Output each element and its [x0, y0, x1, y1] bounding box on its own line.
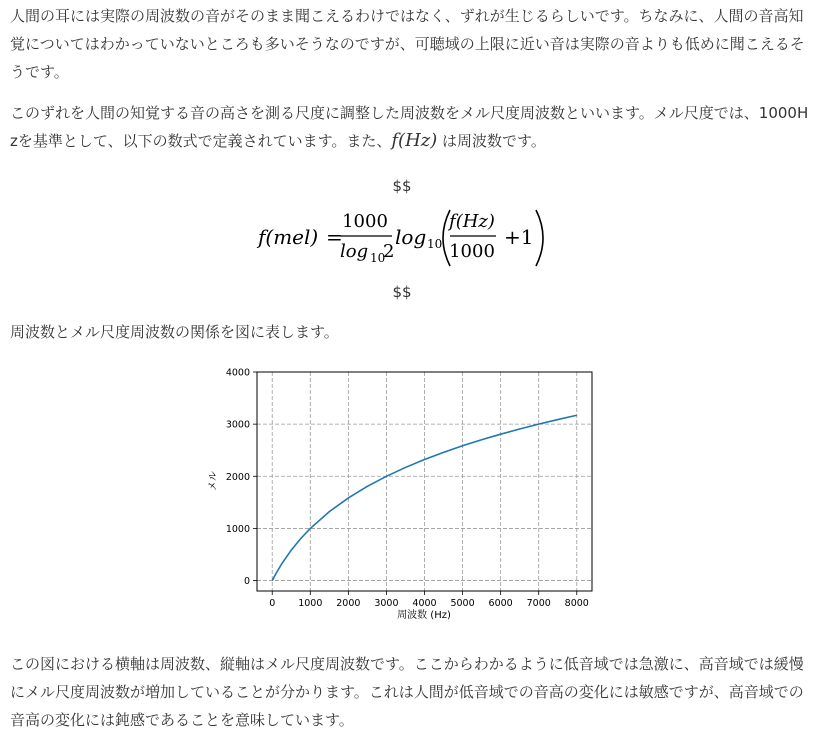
paragraph-mel-definition-text: このずれを人間の知覚する音の高さを測る尺度に調整した周波数をメル尺度周波数といいます。メル尺度では、1000Hzを基準として、以下の数式で定義されています。また、	[10, 104, 809, 150]
x-tick-label: 7000	[526, 598, 551, 609]
x-tick-label: 6000	[488, 598, 513, 609]
y-tick-label: 1000	[225, 523, 250, 535]
chart-grid	[257, 372, 592, 591]
paragraph-mel-definition-tail: は周波数です。	[437, 132, 546, 150]
formula-inner-denominator: 1000	[449, 241, 495, 262]
inline-math-fhz: f(Hz)	[391, 130, 438, 151]
mel-formula	[250, 200, 560, 272]
formula-right-paren	[536, 210, 543, 266]
chart-x-axis-label: 周波数 (Hz)	[397, 610, 451, 621]
x-tick-label: 0	[269, 598, 276, 609]
formula-denominator-tail: 2	[383, 241, 395, 262]
x-tick-label: 4000	[412, 598, 437, 609]
formula-plus-one: +1	[504, 225, 534, 249]
paragraph-mel-definition	[10, 99, 810, 155]
paragraph-conclusion: この図における横軸は周波数、縦軸はメル尺度周波数です。ここからわかるように低音域では急激に、高音域では緩慢にメル尺度周波数が増加していることが分かります。これは人間が低音域での音高の変化には敏感ですが、高音域での音高の変化には鈍感であることを意味しています。	[10, 655, 804, 729]
y-tick-label: 0	[243, 576, 250, 588]
chart-x-ticks	[269, 591, 589, 609]
formula-denominator-log: log	[340, 241, 369, 262]
y-tick-label: 4000	[225, 367, 250, 379]
y-tick-label: 2000	[225, 471, 250, 483]
formula-numerator: 1000	[342, 211, 388, 232]
formula-equals: =	[326, 225, 343, 249]
math-delimiter-open: $$	[392, 177, 412, 195]
x-tick-label: 5000	[450, 598, 475, 609]
formula-denominator-sub: 10	[370, 251, 386, 265]
formula-log-sub: 10	[427, 237, 443, 251]
chart-y-ticks	[226, 368, 257, 588]
formula-lhs: f(mel)	[258, 225, 319, 249]
formula-log: log	[395, 225, 427, 249]
mel-frequency-chart	[198, 360, 610, 628]
math-delimiter-close: $$	[392, 283, 412, 301]
paragraph-figure-intro: 周波数とメル尺度周波数の関係を図に表します。	[10, 323, 339, 341]
x-tick-label: 8000	[564, 598, 589, 609]
chart-y-axis-label: メル	[208, 471, 219, 491]
paragraph-intro: 人間の耳には実際の周波数の音がそのまま聞こえるわけではなく、ずれが生じるらしいです。ちなみに、人間の音高知覚についてはわかっていないところも多いそうなのですが、可聴域の上限に近い音は実際の音よりも低めに聞こえるそうです。	[10, 7, 805, 81]
y-tick-label: 3000	[225, 419, 250, 431]
formula-inner-numerator: f(Hz)	[449, 211, 495, 232]
x-tick-label: 1000	[298, 598, 323, 609]
x-tick-label: 2000	[336, 598, 361, 609]
x-tick-label: 3000	[374, 598, 399, 609]
